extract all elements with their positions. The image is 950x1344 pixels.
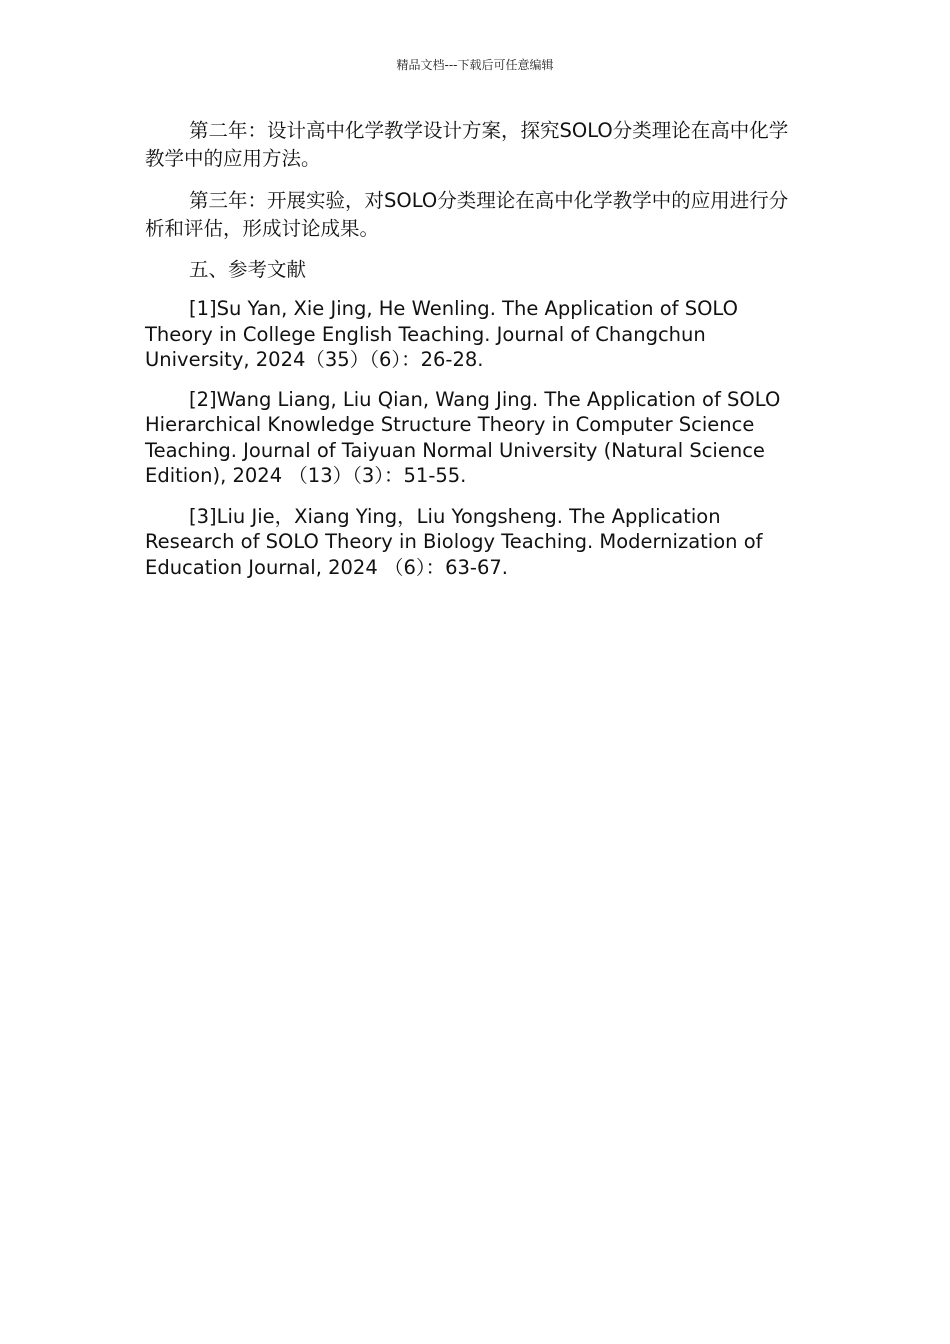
- references-heading: 五、参考文献: [189, 258, 307, 281]
- reference-item-1: [1]Su Yan, Xie Jing, He Wenling. The Application of SOLO Theory in College English Teaching. Journal of Changchun University, 2024（35）（6）：26-28.: [145, 297, 738, 371]
- plan-year-three-paragraph: 第三年：开展实验，对SOLO分类理论在高中化学教学中的应用进行分析和评估，形成讨论成果。: [145, 189, 789, 240]
- page-header: 精品文档---下载后可任意编辑: [396, 58, 554, 72]
- reference-item-3: [3]Liu Jie，Xiang Ying，Liu Yongsheng. The Application Research of SOLO Theory in Biology Teaching. Modernization of Education Journal, 2024 （6）：63-67.: [145, 504, 763, 579]
- reference-item-2: [2]Wang Liang, Liu Qian, Wang Jing. The Application of SOLO Hierarchical Knowledge Structure Theory in Computer Science Teaching. Journal of Taiyuan Normal University (Natural Science Edition), 2024 （13）（3）：51-55.: [145, 387, 781, 487]
- plan-year-two-paragraph: 第二年：设计高中化学教学设计方案，探究SOLO分类理论在高中化学教学中的应用方法。: [145, 119, 789, 170]
- document-body: [145, 117, 795, 580]
